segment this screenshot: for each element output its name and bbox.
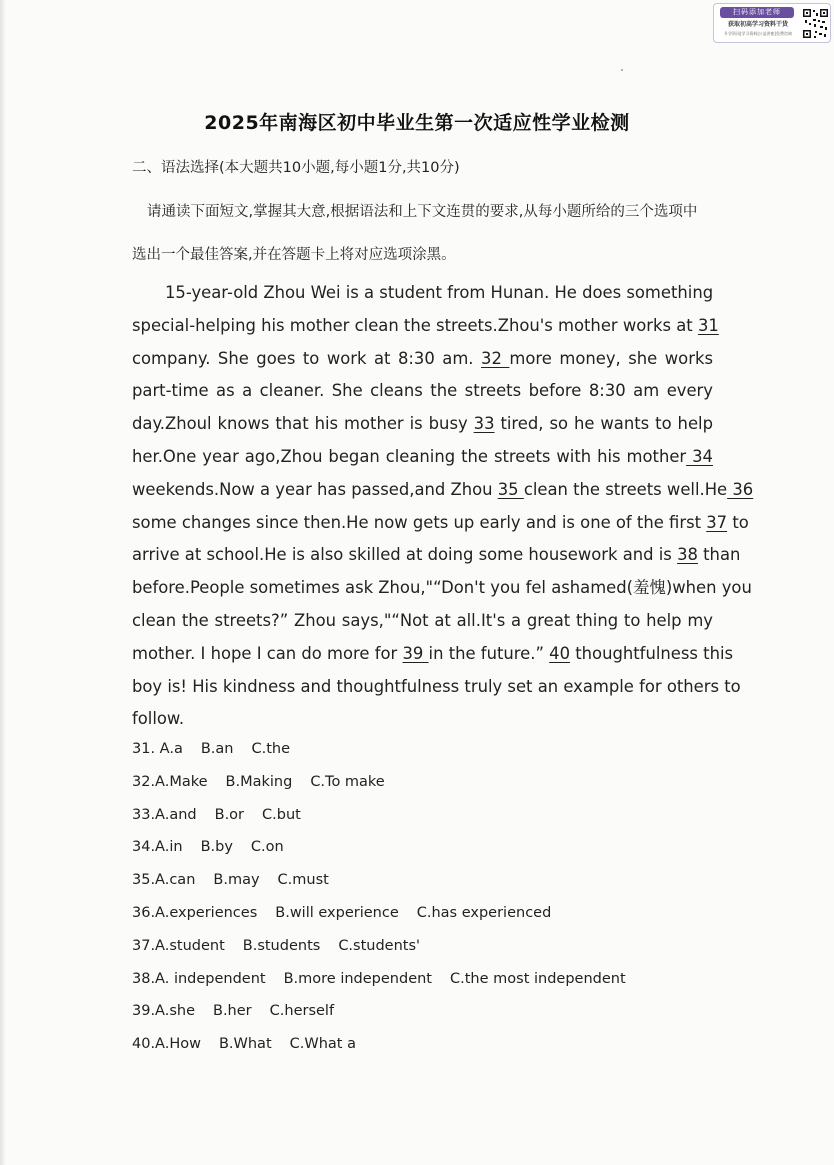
passage-line bbox=[132, 474, 754, 507]
option-choice: 35.A.can bbox=[132, 872, 196, 889]
exam-title: 2025年南海区初中毕业生第一次适应性学业检测 bbox=[204, 112, 630, 134]
passage-line bbox=[132, 703, 713, 736]
passage-line bbox=[132, 277, 713, 310]
passage-text: day.Zhoul knows that his mother is busy bbox=[132, 414, 474, 434]
option-choice: B.an bbox=[200, 741, 234, 757]
option-choice: B.What bbox=[218, 1036, 272, 1053]
option-choice: 31. A.a bbox=[132, 741, 183, 757]
passage-text: 15-year-old Zhou Wei is a student from Hunan. He does something bbox=[165, 283, 714, 302]
option-choice: C.the most independent bbox=[450, 970, 626, 987]
answer-blank: 31 bbox=[697, 315, 719, 335]
option-row bbox=[132, 1030, 644, 1063]
option-row bbox=[132, 899, 644, 932]
option-choice: C.has experienced bbox=[416, 904, 552, 921]
option-choice: B.will experience bbox=[275, 904, 399, 921]
option-row bbox=[132, 932, 644, 965]
instructions-line-1: 请通读下面短文,掌握其大意,根据语法和上下文连贯的要求,从每小题所给的三个选项中 bbox=[147, 204, 698, 220]
passage-line bbox=[132, 375, 713, 408]
passage-text: clean the streets well.He bbox=[523, 479, 728, 499]
answer-blank: 33 bbox=[473, 414, 495, 434]
option-choice: 37.A.student bbox=[132, 937, 225, 954]
option-choice: B.by bbox=[200, 839, 233, 856]
option-choice: B.more independent bbox=[283, 970, 432, 987]
passage-line bbox=[132, 539, 741, 572]
option-choice: C.herself bbox=[269, 1003, 335, 1020]
passage-text: than bbox=[697, 545, 741, 565]
option-choice: 34.A.in bbox=[132, 839, 183, 856]
option-choice: B.may bbox=[213, 872, 260, 889]
option-choice: C.students' bbox=[338, 937, 421, 954]
passage-text: some changes since then.He now gets up early and is one of the first bbox=[132, 512, 707, 532]
answer-options bbox=[132, 735, 644, 1063]
qr-code-icon[interactable] bbox=[802, 7, 829, 40]
option-choice: 40.A.How bbox=[132, 1036, 201, 1053]
passage-text: tired, so he wants to help bbox=[494, 414, 713, 434]
option-choice: C.To make bbox=[310, 773, 385, 790]
passage-text: follow. bbox=[132, 709, 185, 729]
passage-line bbox=[132, 605, 713, 638]
passage-text: mother. I hope I can do more for bbox=[132, 643, 403, 663]
passage-line bbox=[132, 310, 719, 343]
option-choice: B.Making bbox=[225, 773, 293, 790]
option-choice: 32.A.Make bbox=[132, 773, 208, 790]
passage-line bbox=[132, 507, 749, 540]
passage-line bbox=[132, 638, 734, 671]
badge-line2: 升学资讯|学习资料|公益讲座|免费咨询 bbox=[723, 31, 793, 36]
passage-line bbox=[132, 441, 713, 474]
answer-blank: 35 bbox=[497, 479, 524, 499]
passage-line bbox=[132, 408, 713, 441]
option-choice: C.on bbox=[250, 839, 284, 856]
option-choice: C.but bbox=[262, 806, 301, 823]
instructions-line-2: 选出一个最佳答案,并在答题卡上将对应选项涂黑。 bbox=[132, 247, 456, 263]
option-row bbox=[132, 866, 644, 899]
option-choice: 36.A.experiences bbox=[132, 904, 258, 921]
option-row bbox=[132, 801, 644, 834]
answer-blank: 40 bbox=[549, 643, 571, 663]
option-choice: C.the bbox=[251, 741, 290, 757]
option-choice: 38.A. independent bbox=[132, 970, 266, 987]
qr-promo-badge[interactable] bbox=[713, 3, 831, 43]
option-choice: 33.A.and bbox=[132, 806, 197, 823]
passage-text: special-helping his mother clean the streets.Zhou's mother works at bbox=[132, 315, 698, 335]
passage-text: weekends.Now a year has passed,and Zhou bbox=[132, 479, 498, 499]
passage-text: more money, she works bbox=[509, 348, 713, 368]
option-choice: B.or bbox=[214, 806, 245, 823]
passage-text: her.One year ago,Zhou began cleaning the streets with his mother bbox=[132, 446, 687, 466]
option-choice: 39.A.she bbox=[132, 1003, 195, 1020]
option-choice: C.must bbox=[277, 872, 329, 889]
passage-text: thoughtfulness this bbox=[570, 643, 734, 663]
passage-line bbox=[132, 572, 752, 605]
answer-blank: 34 bbox=[686, 446, 713, 466]
passage-text: clean the streets?” Zhou says,"“Not at all.It's a great thing to help my bbox=[132, 610, 713, 630]
answer-blank: 39 bbox=[402, 643, 429, 663]
option-choice: B.her bbox=[213, 1003, 252, 1020]
reading-passage bbox=[132, 277, 754, 736]
passage-text: before.People sometimes ask Zhou,"“Don't you fel ashamed(羞愧)when you bbox=[132, 578, 752, 598]
badge-line1: 获取初高学习资料干货 bbox=[727, 21, 788, 28]
option-row bbox=[132, 833, 644, 866]
passage-text: boy is! His kindness and thoughtfulness truly set an example for others to bbox=[132, 676, 741, 696]
answer-blank: 38 bbox=[677, 545, 698, 565]
answer-blank: 32 bbox=[481, 348, 510, 368]
option-choice: B.students bbox=[242, 937, 321, 954]
passage-text: company. She goes to work at 8:30 am. bbox=[132, 348, 482, 368]
speck bbox=[621, 69, 623, 71]
page-edge-shadow bbox=[0, 0, 6, 1165]
option-row bbox=[132, 965, 644, 998]
option-row bbox=[132, 997, 644, 1030]
answer-blank: 36 bbox=[727, 479, 754, 499]
answer-blank: 37 bbox=[706, 512, 728, 532]
option-choice: C.What a bbox=[289, 1036, 356, 1053]
passage-line bbox=[132, 343, 713, 376]
badge-tag: 扫码添加老师 bbox=[720, 7, 794, 18]
passage-text: part-time as a cleaner. She cleans the streets before 8:30 am every bbox=[132, 381, 713, 401]
passage-text: to bbox=[727, 512, 749, 532]
passage-line bbox=[132, 671, 741, 704]
option-row bbox=[132, 768, 644, 801]
option-row bbox=[132, 735, 644, 768]
section-heading: 二、语法选择(本大题共10小题,每小题1分,共10分) bbox=[132, 160, 460, 176]
passage-text: arrive at school.He is also skilled at doing some housework and is bbox=[132, 545, 678, 565]
passage-text: in the future.” bbox=[428, 643, 550, 663]
